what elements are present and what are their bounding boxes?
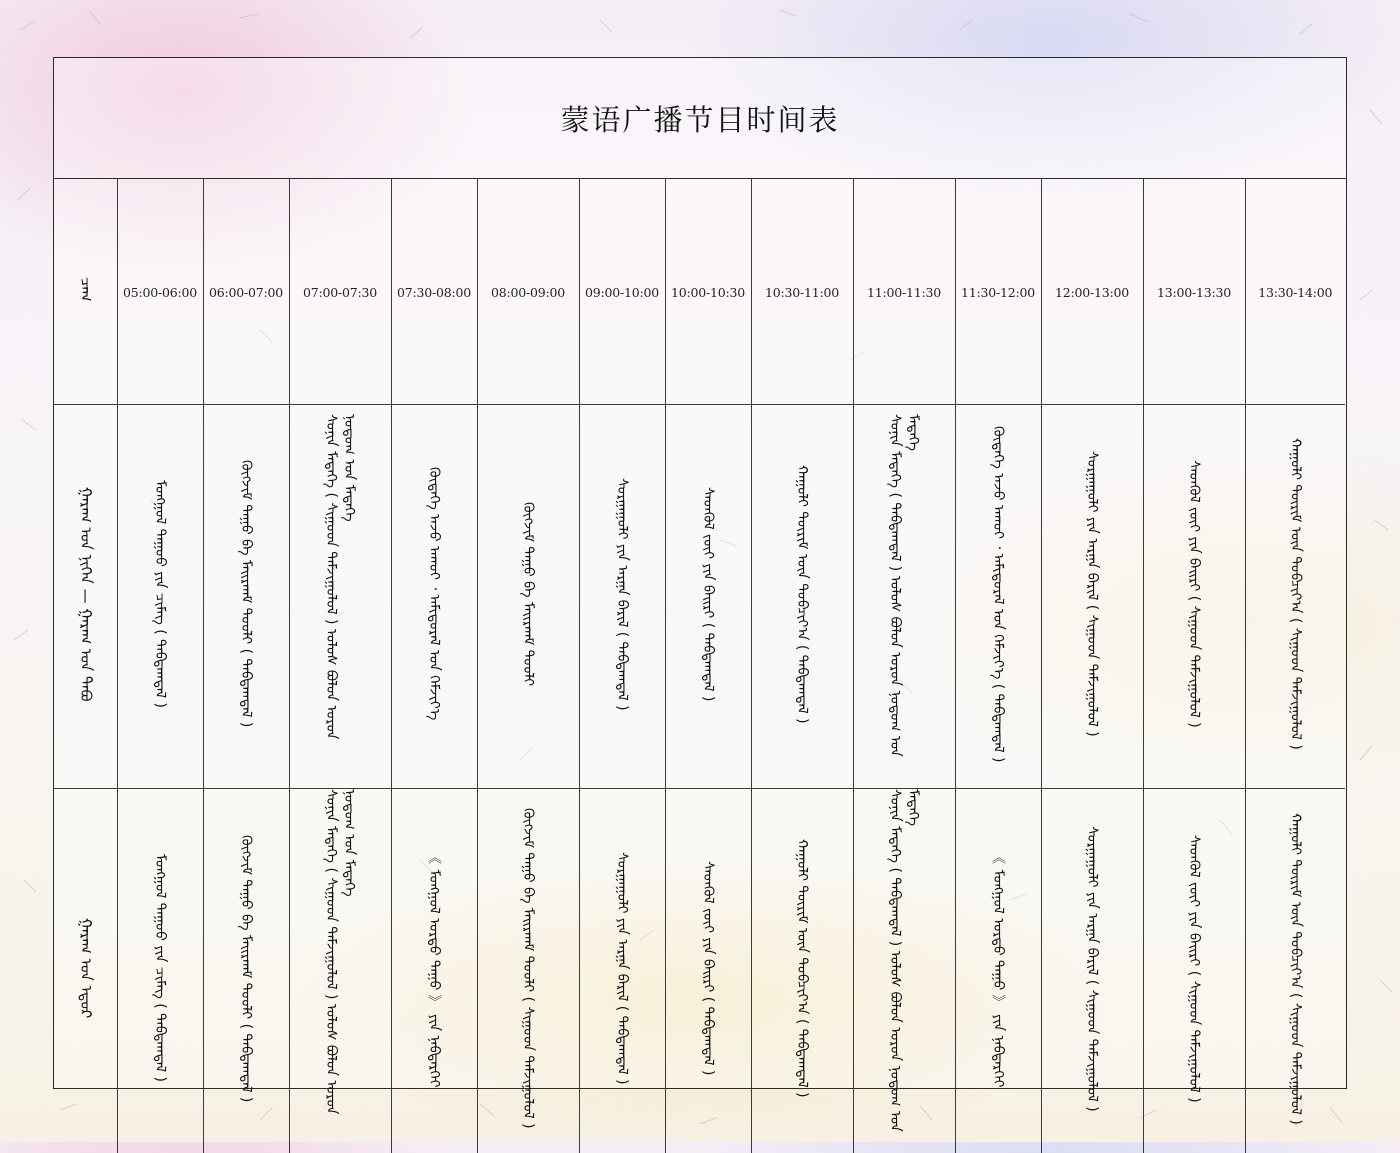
time-slot: 11:00-11:30 bbox=[866, 284, 942, 300]
row-label-weekend: ᠭᠠᠷᠠᠭ ᠤᠨ ᠡᠳᠦᠷ bbox=[76, 918, 95, 1019]
program-cell bbox=[391, 404, 477, 788]
program-cell bbox=[1041, 404, 1143, 788]
program-name: ᠰᠤᠷᠭᠠᠭᠤᠯᠢ ᠶᠢᠨ ᠠᠷᠭᠠ ᠪᠠᠷᠢᠯ ( ᠰᠢᠭᠤᠳ ᠳᠠᠮᠵᠢᠭᠤᠯᠤᠯ ) bbox=[1084, 451, 1100, 737]
program-name: ᠬᠥᠭᠵᠢᠮ ᠳᠠᠭᠤ ᠪᠠ ᠮᠠᠢᠷᠬᠠᠮ ᠳᠣᠤᠯᠢ ( ᠳᠠᠪᠲᠠᠭᠳᠠᠯ ) bbox=[238, 834, 254, 1103]
program-cell bbox=[1245, 404, 1345, 788]
program-name: ᠬᠠᠭᠤᠯᠢ ᠳᠦᠷᠢᠮ ᠦᠨ ᠲᠣᠪᠴᠢᠶ᠎ᠠ ( ᠰᠢᠭᠤᠳ ᠳᠠᠮᠵᠢᠭᠤᠯᠤᠯ ) bbox=[1287, 438, 1304, 750]
program-name: ᠰᠤᠷᠭᠠᠭᠤᠯᠢ ᠶᠢᠨ ᠠᠷᠭᠠ ᠪᠠᠷᠢᠯ ( ᠳᠠᠪᠲᠠᠭᠳᠠᠯ ) bbox=[614, 852, 630, 1085]
program-name: ᠬᠠᠭᠤᠯᠢ ᠳᠦᠷᠢᠮ ᠦᠨ ᠲᠣᠪᠴᠢᠶ᠎ᠠ ( ᠰᠢᠭᠤᠳ ᠳᠠᠮᠵᠢᠭᠤᠯᠤᠯ ) bbox=[1287, 812, 1304, 1125]
time-slot: 10:30-11:00 bbox=[764, 284, 840, 300]
program-cell bbox=[751, 788, 853, 1153]
program-cell bbox=[579, 404, 665, 788]
time-slot-cell bbox=[955, 179, 1041, 404]
header-corner-cell bbox=[54, 179, 117, 404]
title-row bbox=[54, 58, 1346, 179]
program-cell bbox=[955, 788, 1041, 1153]
program-name: ᠰᠣᠨᠢᠨ ᠮᠡᠳᠡᠭᠡ ( ᠳᠠᠪᠲᠠᠭᠳᠠᠯ ) ᠤᠯᠤᠰ ᠪᠣᠯᠤᠨ ᠣᠷᠣᠨ ᠨᠤᠲᠤᠭ ᠤᠨ ᠮᠡᠳᠡᠭᠡ bbox=[887, 414, 921, 757]
time-slot-cell bbox=[117, 179, 203, 404]
program-cell bbox=[1245, 788, 1345, 1153]
time-slot: 07:30-08:00 bbox=[396, 284, 472, 300]
program-name: ᠬᠥᠳᠡᠭᠡ ᠠᠵᠤ ᠠᠬᠤᠢ ᠂ ᠠᠮᠢᠳᠤᠷᠠᠯ ᠤᠨ ᠬᠡᠮᠵᠢᠶ᠎ᠡ bbox=[426, 467, 442, 721]
program-cell bbox=[853, 788, 955, 1153]
program-name: ᠬᠠᠭᠤᠯᠢ ᠳᠦᠷᠢᠮ ᠦᠨ ᠲᠣᠪᠴᠢᠶ᠎ᠠ ( ᠳᠠᠪᠲᠠᠭᠳᠠᠯ ) bbox=[794, 839, 810, 1098]
program-name: ᠬᠠᠭᠤᠯᠢ ᠳᠦᠷᠢᠮ ᠦᠨ ᠲᠣᠪᠴᠢᠶ᠎ᠠ ( ᠳᠠᠪᠲᠠᠭᠳᠠᠯ ) bbox=[794, 464, 810, 724]
program-name: ᠰᠡᠳᠬᠦᠯ ᠵᠦᠢ ᠶᠢᠨ ᠪᠠᠢᠷᠢ ( ᠳᠠᠪᠲᠠᠭᠳᠠᠯ ) bbox=[700, 486, 716, 702]
program-name: 《 ᠮᠣᠩᠭᠣᠯ ᠤᠷᠲᠤ ᠳᠠᠭᠤ 》 ᠶᠢᠨ ᠨᠡᠪᠲᠡᠷᠬᠡᠢ bbox=[990, 849, 1006, 1088]
page-title: 蒙语广播节目时间表 bbox=[560, 102, 840, 137]
program-name: ᠰᠣᠨᠢᠨ ᠮᠡᠳᠡᠭᠡ ( ᠰᠢᠭᠤᠳ ᠳᠠᠮᠵᠢᠭᠤᠯᠤᠯ ) ᠤᠯᠤᠰ ᠪᠣᠯᠤᠨ ᠣᠷᠣᠨ ᠨᠤᠲᠤᠭ ᠤᠨ ᠮᠡᠳᠡᠭᠡ bbox=[323, 414, 357, 740]
row-label-cell bbox=[54, 404, 117, 788]
time-slot-cell bbox=[1143, 179, 1245, 404]
time-slot-cell bbox=[1245, 179, 1345, 404]
row-label-cell bbox=[54, 788, 117, 1153]
program-name: ᠰᠤᠷᠭᠠᠭᠤᠯᠢ ᠶᠢᠨ ᠠᠷᠭᠠ ᠪᠠᠷᠢᠯ ( ᠳᠠᠪᠲᠠᠭᠳᠠᠯ ) bbox=[614, 477, 630, 711]
time-slot: 13:00-13:30 bbox=[1156, 284, 1232, 300]
time-slot: 05:00-06:00 bbox=[122, 284, 198, 300]
program-cell bbox=[665, 404, 751, 788]
program-name: ᠬᠥᠭᠵᠢᠮ ᠳᠠᠭᠤ ᠪᠠ ᠮᠠᠢᠷᠬᠠᠮ ᠳᠣᠤᠯᠢ ( ᠰᠢᠭᠤᠳ ᠳᠠᠮᠵᠢᠭᠤᠯᠤᠯ ) bbox=[520, 808, 536, 1129]
program-name: ᠮᠣᠩᠭᠣᠯ ᠳᠠᠭᠤᠤ ᠶᠢᠨ ᠴᠢᠮᠡᠭ ( ᠳᠠᠪᠲᠠᠭᠳᠠᠯ ) bbox=[152, 854, 168, 1083]
program-name: ᠮᠣᠩᠭᠣᠯ ᠳᠠᠭᠤᠤ ᠶᠢᠨ ᠴᠢᠮᠡᠭ ( ᠳᠠᠪᠲᠠᠭᠳᠠᠯ ) bbox=[152, 479, 168, 709]
program-cell bbox=[665, 788, 751, 1153]
program-cell bbox=[203, 404, 289, 788]
schedule-sheet bbox=[53, 57, 1347, 1132]
program-cell bbox=[289, 788, 391, 1153]
program-cell bbox=[117, 404, 203, 788]
program-name: ᠰᠤᠷᠭᠠᠭᠤᠯᠢ ᠶᠢᠨ ᠠᠷᠭᠠ ᠪᠠᠷᠢᠯ ( ᠰᠢᠭᠤᠳ ᠳᠠᠮᠵᠢᠭᠤᠯᠤᠯ ) bbox=[1084, 825, 1100, 1112]
program-name: ᠰᠡᠳᠬᠦᠯ ᠵᠦᠢ ᠶᠢᠨ ᠪᠠᠢᠷᠢ ( ᠳᠠᠪᠲᠠᠭᠳᠠᠯ ) bbox=[700, 861, 716, 1076]
program-name: ᠬᠥᠭᠵᠢᠮ ᠳᠠᠭᠤ ᠪᠠ ᠮᠠᠢᠷᠬᠠᠮ ᠳᠣᠤᠯᠢ ( ᠳᠠᠪᠲᠠᠭᠳᠠᠯ ) bbox=[238, 460, 254, 728]
program-cell bbox=[1143, 404, 1245, 788]
weekend-row bbox=[54, 788, 1345, 1153]
program-cell bbox=[289, 404, 391, 788]
time-slot: 06:00-07:00 bbox=[208, 284, 284, 300]
program-name: ᠰᠣᠨᠢᠨ ᠮᠡᠳᠡᠭᠡ ( ᠳᠠᠪᠲᠠᠭᠳᠠᠯ ) ᠤᠯᠤᠰ ᠪᠣᠯᠤᠨ ᠣᠷᠣᠨ ᠨᠤᠲᠤᠭ ᠤᠨ ᠮᠡᠳᠡᠭᠡ bbox=[887, 788, 921, 1132]
time-slot: 08:00-09:00 bbox=[490, 284, 566, 300]
program-cell bbox=[853, 404, 955, 788]
time-slot: 09:00-10:00 bbox=[584, 284, 660, 300]
row-label-weekday: ᠭᠠᠷᠠᠭ ᠤᠨ ᠨᠢᠭᠡᠨ — ᠭᠠᠷᠠᠭ ᠤᠨ ᠲᠠᠪᠤ bbox=[76, 486, 95, 702]
time-slot: 07:00-07:30 bbox=[302, 284, 378, 300]
time-slot-cell bbox=[751, 179, 853, 404]
program-cell bbox=[477, 404, 579, 788]
program-cell bbox=[1143, 788, 1245, 1153]
time-slot-cell bbox=[477, 179, 579, 404]
program-name: 《 ᠮᠣᠩᠭᠣᠯ ᠤᠷᠲᠤ ᠳᠠᠭᠤ 》 ᠶᠢᠨ ᠨᠡᠪᠲᠡᠷᠬᠡᠢ bbox=[426, 849, 442, 1088]
time-slot-cell bbox=[1041, 179, 1143, 404]
weekday-row bbox=[54, 404, 1345, 788]
time-slot-cell bbox=[665, 179, 751, 404]
header-row bbox=[54, 179, 1345, 404]
time-slot-cell bbox=[391, 179, 477, 404]
time-slot-cell bbox=[579, 179, 665, 404]
program-cell bbox=[203, 788, 289, 1153]
program-name: ᠬᠥᠳᠡᠭᠡ ᠠᠵᠤ ᠠᠬᠤᠢ ᠂ ᠠᠮᠢᠳᠤᠷᠠᠯ ᠤᠨ ᠬᠡᠮᠵᠢᠶ᠎ᠡ ( ᠳᠠᠪᠲᠠᠭᠳᠠᠯ ) bbox=[990, 425, 1006, 763]
time-slot-cell bbox=[289, 179, 391, 404]
program-name: ᠰᠣᠨᠢᠨ ᠮᠡᠳᠡᠭᠡ ( ᠰᠢᠭᠤᠳ ᠳᠠᠮᠵᠢᠭᠤᠯᠤᠯ ) ᠤᠯᠤᠰ ᠪᠣᠯᠤᠨ ᠣᠷᠣᠨ ᠨᠤᠲᠤᠭ ᠤᠨ ᠮᠡᠳᠡᠭᠡ bbox=[323, 788, 357, 1114]
time-slot: 11:30-12:00 bbox=[960, 284, 1036, 300]
program-cell bbox=[751, 404, 853, 788]
time-slot: 13:30-14:00 bbox=[1258, 284, 1333, 300]
program-cell bbox=[117, 788, 203, 1153]
time-slot-cell bbox=[203, 179, 289, 404]
program-cell bbox=[391, 788, 477, 1153]
program-cell bbox=[955, 404, 1041, 788]
program-name: ᠰᠡᠳᠬᠦᠯ ᠵᠦᠢ ᠶᠢᠨ ᠪᠠᠢᠷᠢ ( ᠰᠢᠭᠤᠳ ᠳᠠᠮᠵᠢᠭᠤᠯᠤᠯ ) bbox=[1186, 834, 1202, 1103]
time-slot: 12:00-13:00 bbox=[1054, 284, 1130, 300]
row-label-time: ᠴᠠᠭ bbox=[76, 276, 95, 302]
program-name: ᠬᠥᠭᠵᠢᠮ ᠳᠠᠭᠤ ᠪᠠ ᠮᠠᠢᠷᠬᠠᠮ ᠳᠣᠤᠯᠢ bbox=[520, 501, 536, 687]
program-cell bbox=[477, 788, 579, 1153]
program-cell bbox=[579, 788, 665, 1153]
schedule-table bbox=[54, 179, 1345, 1153]
time-slot-cell bbox=[853, 179, 955, 404]
time-slot: 10:00-10:30 bbox=[670, 284, 746, 300]
program-name: ᠰᠡᠳᠬᠦᠯ ᠵᠦᠢ ᠶᠢᠨ ᠪᠠᠢᠷᠢ ( ᠰᠢᠭᠤᠳ ᠳᠠᠮᠵᠢᠭᠤᠯᠤᠯ ) bbox=[1186, 460, 1202, 728]
program-cell bbox=[1041, 788, 1143, 1153]
